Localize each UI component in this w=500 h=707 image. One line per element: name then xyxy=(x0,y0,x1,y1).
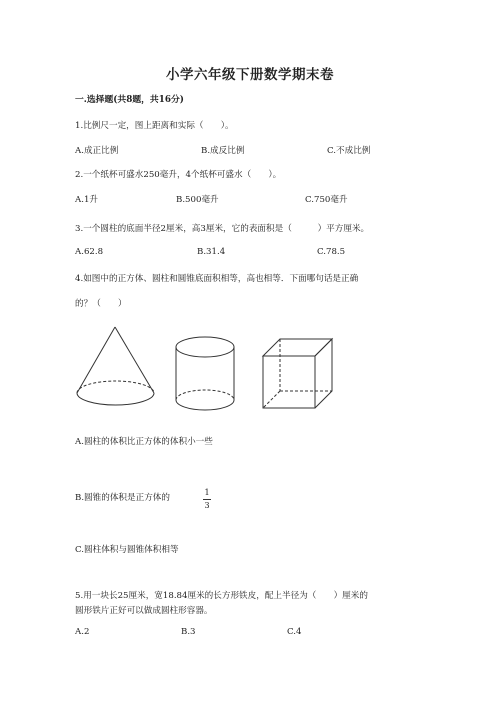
cylinder-icon xyxy=(176,337,234,410)
fraction-denominator: 3 xyxy=(204,501,210,510)
question-2-option-c[interactable]: C.750毫升 xyxy=(305,195,348,205)
page-title: 小学六年级下册数学期末卷 xyxy=(166,67,334,83)
cone-icon xyxy=(77,327,154,405)
question-2-text: 2.一个纸杯可盛水250毫升，4个纸杯可盛水（ ）。 xyxy=(75,170,282,180)
question-3-option-c[interactable]: C.78.5 xyxy=(317,247,346,257)
cube-icon xyxy=(263,339,332,408)
fraction-bar xyxy=(203,499,211,500)
question-1-text: 1.比例尺一定，图上距离和实际（ ）。 xyxy=(75,121,234,131)
question-4-text-line1: 4.如图中的正方体、圆柱和圆锥底面积相等，高也相等．下面哪句话是正确 xyxy=(75,274,359,284)
question-5-text-line1: 5.用一块长25厘米，宽18.84厘米的长方形铁皮，配上半径为（ ）厘米的 xyxy=(75,591,368,601)
question-3-text: 3.一个圆柱的底面半径2厘米，高3厘米，它的表面积是（ ）平方厘米。 xyxy=(75,224,370,234)
question-5-option-a[interactable]: A.2 xyxy=(75,627,90,637)
question-4-option-c[interactable]: C.圆柱体积与圆锥体积相等 xyxy=(75,545,179,555)
question-2-option-a[interactable]: A.1升 xyxy=(75,195,98,205)
question-5-text-line2: 圆形铁片正好可以做成圆柱形容器。 xyxy=(75,606,213,616)
question-4-option-b[interactable]: B.圆锥的体积是正方体的 xyxy=(75,493,170,503)
question-4-text-line2: 的？（ ） xyxy=(75,299,127,309)
question-3-option-b[interactable]: B.31.4 xyxy=(197,247,226,257)
question-1-option-b[interactable]: B.成反比例 xyxy=(201,146,245,156)
question-4-option-a[interactable]: A.圆柱的体积比正方体的体积小一些 xyxy=(75,437,213,447)
question-2-option-b[interactable]: B.500毫升 xyxy=(176,195,219,205)
fraction-numerator: 1 xyxy=(204,488,210,497)
question-1-option-c[interactable]: C.不成比例 xyxy=(327,146,371,156)
question-1-option-a[interactable]: A.成正比例 xyxy=(75,146,119,156)
question-3-option-a[interactable]: A.62.8 xyxy=(75,247,104,257)
question-5-option-c[interactable]: C.4 xyxy=(287,627,302,637)
fraction-one-third xyxy=(202,488,212,511)
section-header: 一.选择题(共8题，共16分) xyxy=(75,95,184,105)
question-5-option-b[interactable]: B.3 xyxy=(181,627,196,637)
